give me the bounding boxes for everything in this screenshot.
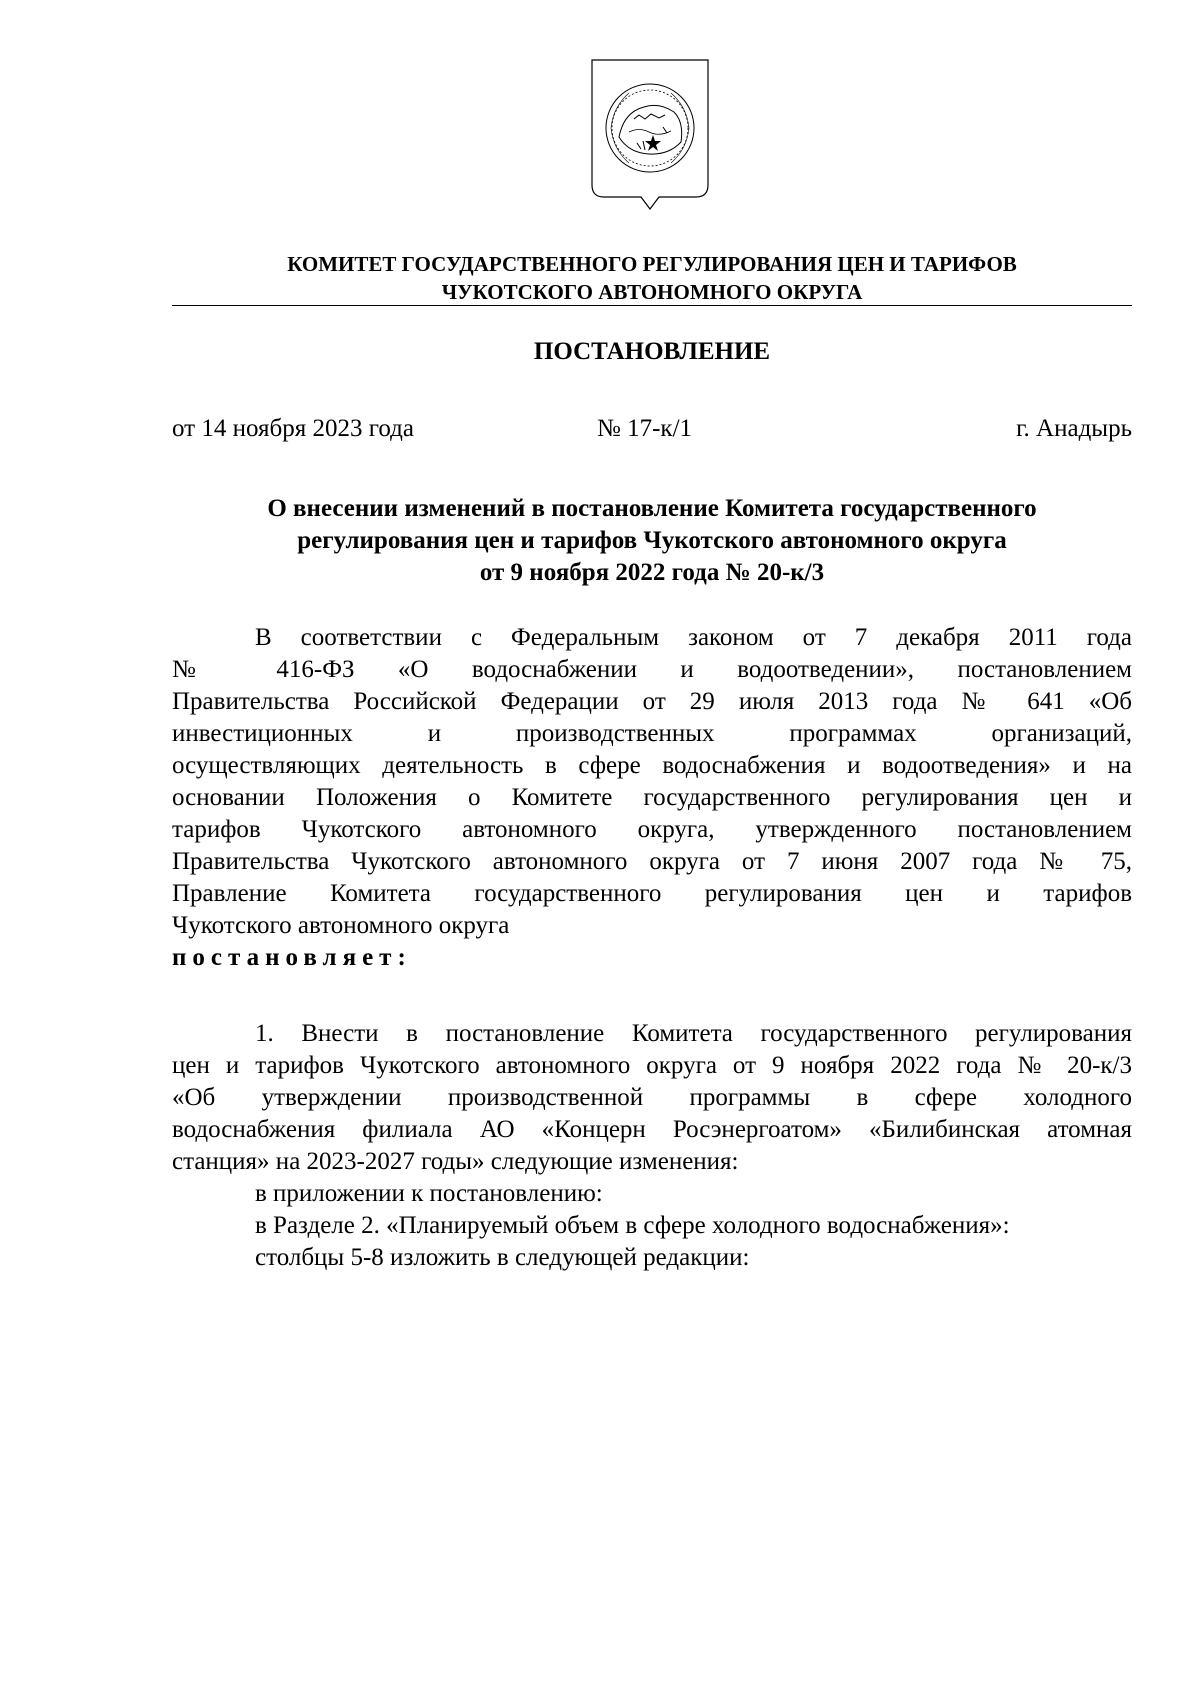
preamble-line: тарифов Чукотского автономного округа, утвержденного постановлением	[172, 816, 1132, 843]
preamble-line: осуществляющих деятельность в сфере водоснабжения и водоотведения» и на	[172, 752, 1132, 779]
subject-line: регулирования цен и тарифов Чукотского автономного округа	[297, 527, 1007, 554]
preamble-line: Правительства Чукотского автономного округа от 7 июня 2007 года № 75,	[172, 848, 1132, 875]
item-1-line: 1. Внести в постановление Комитета государственного регулирования	[255, 1020, 1132, 1047]
preamble-line: В соответствии с Федеральным законом от 7 декабря 2011 года	[255, 624, 1132, 651]
document-city: г. Анадырь	[1016, 415, 1132, 442]
item-1-line: цен и тарифов Чукотского автономного округа от 9 ноября 2022 года № 20-к/3	[172, 1052, 1132, 1079]
preamble-line: Правление Комитета государственного регулирования цен и тарифов	[172, 880, 1132, 907]
preamble-paragraph	[172, 622, 1132, 974]
subject-line: от 9 ноября 2022 года № 20-к/3	[479, 559, 825, 586]
resolves-word: постановляет:	[172, 944, 412, 971]
coat-of-arms-icon	[589, 57, 711, 213]
document-date: от 14 ноября 2023 года	[172, 415, 414, 442]
organization-name-line-2: ЧУКОТСКОГО АВТОНОМНОГО ОКРУГА	[441, 280, 863, 304]
document-meta-row	[172, 414, 1132, 444]
preamble-line: Правительства Российской Федерации от 29 июля 2013 года № 641 «Об	[172, 688, 1132, 715]
item-1-line: «Об утверждении производственной программы в сфере холодного	[172, 1084, 1132, 1111]
preamble-line: № 416-ФЗ «О водоснабжении и водоотведении», постановлением	[172, 656, 1132, 683]
subject-line: О внесении изменений в постановление Комитета государственного	[267, 495, 1037, 522]
document-type-title: ПОСТАНОВЛЕНИЕ	[533, 338, 771, 365]
document-subject	[172, 493, 1132, 589]
preamble-line: Чукотского автономного округа	[172, 912, 510, 939]
item-1-line: водоснабжения филиала АО «Концерн Росэнергоатом» «Билибинская атомная	[172, 1116, 1132, 1143]
organization-name-line-1: КОМИТЕТ ГОСУДАРСТВЕННОГО РЕГУЛИРОВАНИЯ ЦЕН И ТАРИФОВ	[287, 252, 1017, 276]
header-divider	[172, 305, 1132, 306]
item-1-paragraph	[172, 1018, 1132, 1274]
item-1-line: станция» на 2023-2027 годы» следующие изменения:	[172, 1148, 739, 1175]
item-1-line: в Разделе 2. «Планируемый объем в сфере холодного водоснабжения»:	[255, 1212, 1010, 1239]
organization-header	[172, 250, 1132, 306]
item-1-line: столбцы 5-8 изложить в следующей редакции:	[255, 1244, 750, 1271]
document-number: № 17-к/1	[597, 415, 693, 442]
preamble-line: основании Положения о Комитете государственного регулирования цен и	[172, 784, 1132, 811]
preamble-line: инвестиционных и производственных программах организаций,	[172, 720, 1132, 747]
item-1-line: в приложении к постановлению:	[255, 1180, 603, 1207]
